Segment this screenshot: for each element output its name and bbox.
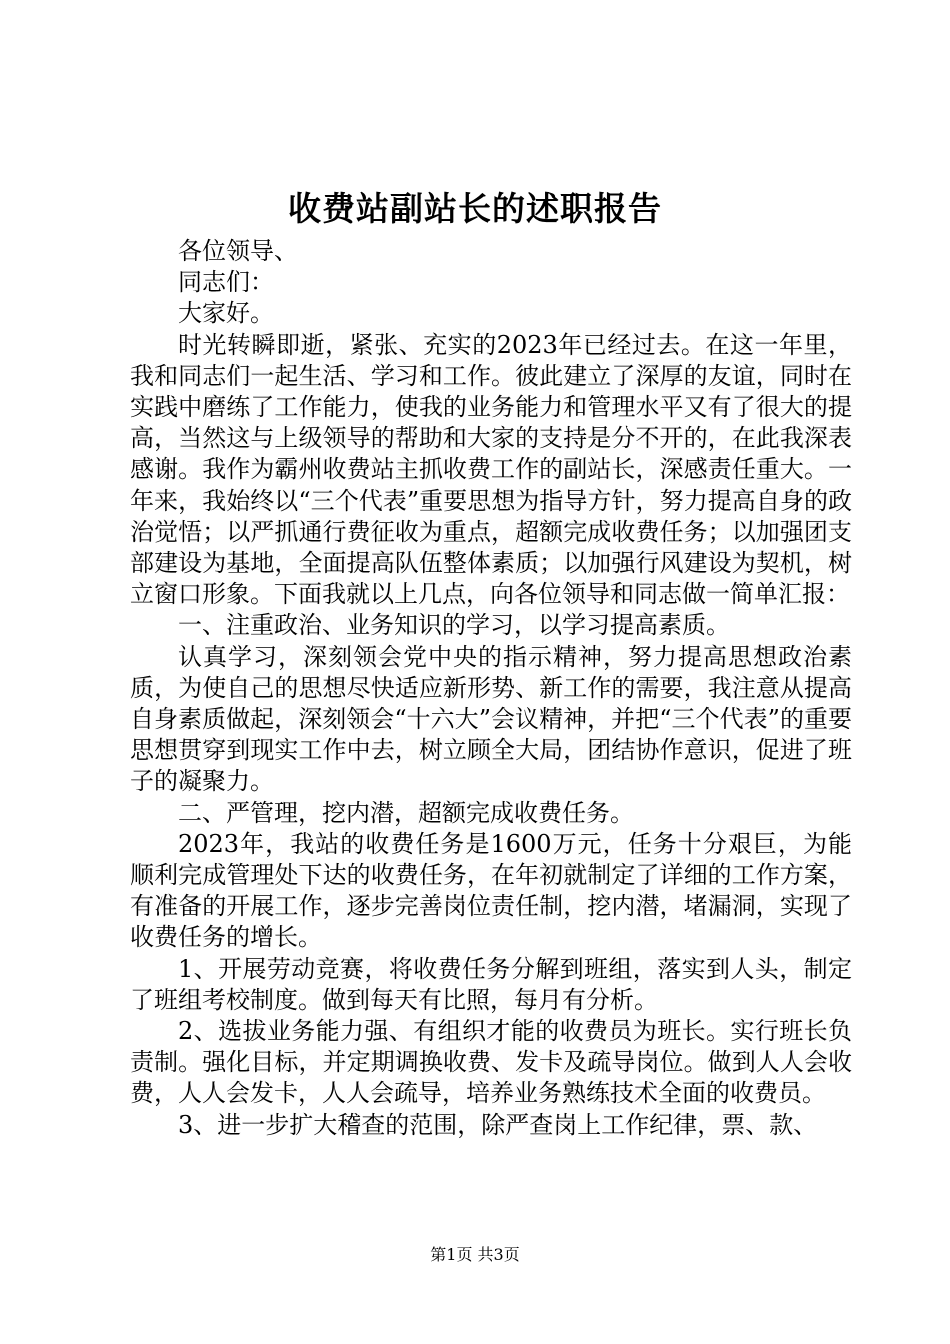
- greeting: 大家好。: [178, 299, 274, 328]
- paragraph-intro: 时光转瞬即逝，紧张、充实的2023年已经过去。在这一年里，我和同志们一起生活、学习和工作。彼此建立了深厚的友谊，同时在实践中磨练了工作能力，使我的业务能力和管理水平又有了很大的提高，当然这与上级领导的帮助和大家的支持是分不开的，在此我深表感谢。我作为霸州收费站主抓收费工作的副站长，深感责任重大。一年来，我始终以“三个代表”重要思想为指导方针，努力提高自身的政治觉悟；以严抓通行费征收为重点，超额完成收费任务；以加强团支部建设为基地，全面提高队伍整体素质；以加强行风建设为契机，树立窗口形象。下面我就以上几点，向各位领导和同志做一简单汇报：: [130, 330, 852, 609]
- list-item-3: 3、进一步扩大稽查的范围，除严查岗上工作纪律，票、款、: [178, 1110, 818, 1139]
- paragraph-study: 认真学习，深刻领会党中央的指示精神，努力提高思想政治素质，为使自己的思想尽快适应新形势、新工作的需要，我注意从提高自身素质做起，深刻领会“十六大”会议精神，并把“三个代表”的重要思想贯穿到现实工作中去，树立顾全大局，团结协作意识，促进了班子的凝聚力。: [130, 642, 852, 796]
- list-item-2: 2、选拔业务能力强、有组织才能的收费员为班长。实行班长负责制。强化目标，并定期调换收费、发卡及疏导岗位。做到人人会收费，人人会发卡，人人会疏导，培养业务熟练技术全面的收费员。: [130, 1017, 852, 1108]
- salutation-leaders: 各位领导、: [178, 237, 298, 265]
- paragraph-tasks: 2023年，我站的收费任务是1600万元，任务十分艰巨，为能顺利完成管理处下达的收费任务，在年初就制定了详细的工作方案，有准备的开展工作，逐步完善岗位责任制，挖内潜，堵漏洞，实现了收费任务的增长。: [130, 829, 852, 952]
- section-heading-2: 二、严管理，挖内潜，超额完成收费任务。: [178, 798, 634, 827]
- list-item-1: 1、开展劳动竞赛，将收费任务分解到班组，落实到人头，制定了班组考校制度。做到每天有比照，每月有分析。: [130, 954, 852, 1014]
- document-body: [130, 236, 852, 1141]
- document-title: 收费站副站长的述职报告: [288, 189, 662, 228]
- page-footer: 第1页 共3页: [430, 1245, 520, 1264]
- salutation-comrades: 同志们：: [178, 268, 274, 297]
- section-heading-1: 一、注重政治、业务知识的学习，以学习提高素质。: [178, 611, 730, 640]
